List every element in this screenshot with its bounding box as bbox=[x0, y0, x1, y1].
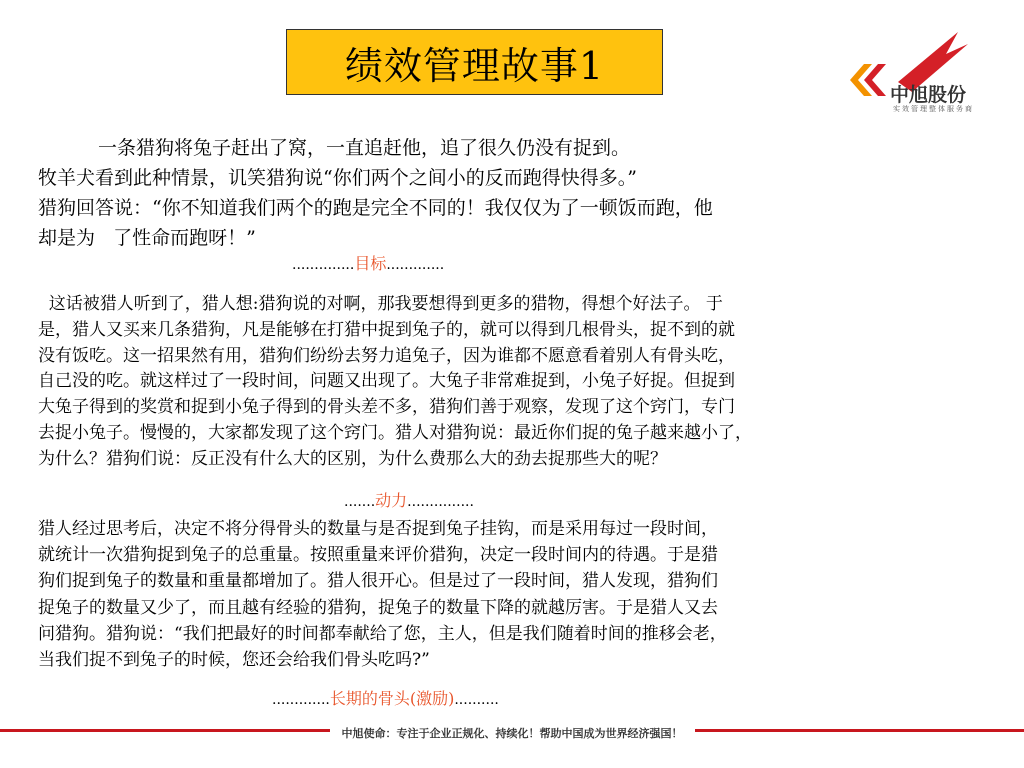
page-title bbox=[286, 29, 663, 95]
paragraph-line: 去捉小兔子。慢慢的，大家都发现了这个窍门。猎人对猎狗说：最近你们捉的兔子越来越小了， bbox=[38, 422, 752, 443]
paragraph-line: 没有饭吃。这一招果然有用，猎狗们纷纷去努力追兔子，因为谁都不愿意看着别人有骨头吃， bbox=[38, 345, 735, 366]
marker-motivation: .......动力............... bbox=[344, 491, 474, 510]
story-line: 一条猎狗将兔子赶出了窝，一直追赶他，追了很久仍没有捉到。 bbox=[98, 137, 631, 159]
marker-long-term-incentive: .............长期的骨头(激励).......... bbox=[272, 689, 499, 708]
paragraph-line: 狗们捉到兔子的数量和重量都增加了。猎人很开心。但是过了一段时间，猎人发现，猎狗们 bbox=[38, 571, 718, 592]
story-paragraph-2 bbox=[38, 292, 988, 473]
paragraph-line: 这话被猎人听到了，猎人想:猎狗说的对啊，那我要想得到更多的猎物，得想个好法子。 于 bbox=[38, 294, 723, 314]
story-line: 猎狗回答说：“你不知道我们两个的跑是完全不同的！我仅仅为了一顿饭而跑，他 bbox=[38, 197, 713, 219]
story-paragraph-3 bbox=[38, 516, 988, 673]
logo-tagline: 实效管理整体服务商 bbox=[893, 105, 974, 113]
paragraph-line: 捉兔子的数量又少了，而且越有经验的猎狗，捉兔子的数量下降的就越厉害。于是猎人又去 bbox=[38, 597, 718, 618]
logo-company-name: 中旭股份 bbox=[890, 84, 967, 106]
paragraph-line: 猎人经过思考后，决定不将分得骨头的数量与是否捉到兔子挂钩，而是采用每过一段时间， bbox=[38, 519, 718, 539]
story-line: 牧羊犬看到此种情景，讥笑猎狗说“你们两个之间小的反而跑得快得多。” bbox=[38, 167, 637, 189]
footer-mission: 中旭使命：专注于企业正规化、持续化！帮助中国成为世界经济强国！ bbox=[330, 727, 695, 740]
paragraph-line: 是，猎人又买来几条猎狗，凡是能够在打猎中捉到兔子的，就可以得到几根骨头，捉不到的就 bbox=[38, 319, 735, 340]
marker-motivation-label: 动力 bbox=[375, 491, 408, 510]
story-line: 却是为 了性命而跑呀！” bbox=[38, 227, 256, 249]
footer bbox=[0, 722, 1024, 741]
paragraph-line: 为什么？猎狗们说：反正没有什么大的区别，为什么费那么大的劲去捉那些大的呢？ bbox=[38, 448, 667, 469]
paragraph-line: 大兔子得到的奖赏和捉到小兔子得到的骨头差不多，猎狗们善于观察，发现了这个窍门，专门 bbox=[38, 397, 735, 418]
paragraph-line: 问猎狗。猎狗说：“我们把最好的时间都奉献给了您，主人，但是我们随着时间的推移会老， bbox=[38, 623, 727, 644]
story-intro bbox=[38, 133, 988, 253]
marker-long-term-label: 长期的骨头(激励) bbox=[329, 689, 455, 708]
marker-goal: ..............目标............. bbox=[292, 254, 445, 273]
paragraph-line: 当我们捉不到兔子的时候，您还会给我们骨头吃吗?” bbox=[38, 650, 430, 671]
paragraph-line: 就统计一次猎狗捉到兔子的总重量。按照重量来评价猎狗，决定一段时间内的待遇。于是猎 bbox=[38, 545, 718, 566]
page-title-text: 绩效管理故事1 bbox=[344, 43, 605, 88]
paragraph-line: 自己没的吃。就这样过了一段时间，问题又出现了。大兔子非常难捉到，小兔子好捉。但捉到 bbox=[38, 371, 735, 392]
marker-goal-label: 目标 bbox=[354, 254, 387, 273]
